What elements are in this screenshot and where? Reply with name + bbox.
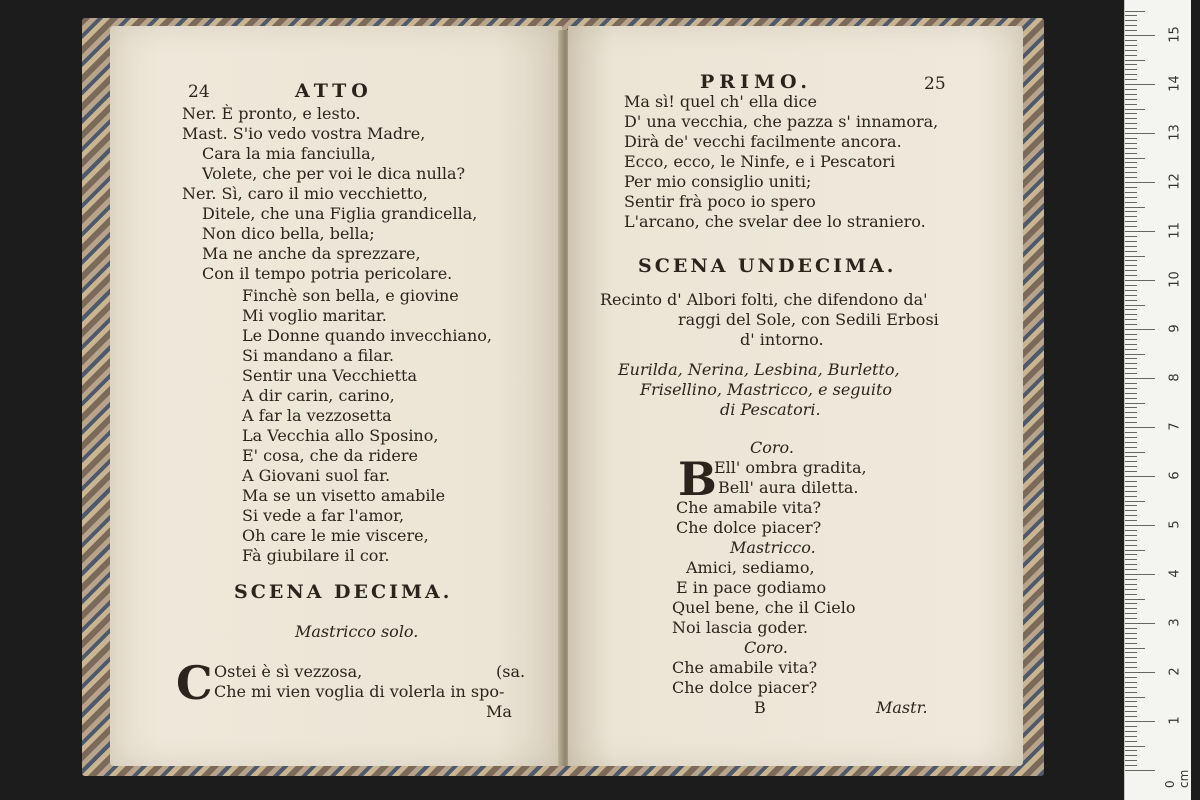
ruler-number: 5 xyxy=(1167,520,1183,529)
ruler-tick xyxy=(1125,104,1137,105)
ruler-tick xyxy=(1125,148,1137,149)
left-page xyxy=(110,26,562,766)
text-line: Sentir frà poco io spero xyxy=(624,192,816,211)
text-line: A dir carin, carino, xyxy=(242,386,395,405)
ruler-tick xyxy=(1125,354,1145,355)
ruler-tick xyxy=(1125,559,1137,560)
ruler-number: 6 xyxy=(1167,471,1183,480)
text-line: E in pace godiamo xyxy=(676,578,827,597)
ruler-tick xyxy=(1125,358,1137,359)
ruler-tick xyxy=(1125,711,1137,712)
ruler-tick xyxy=(1125,363,1137,364)
ruler-tick xyxy=(1125,599,1145,600)
ruler-tick xyxy=(1125,314,1137,315)
ruler-tick xyxy=(1125,383,1137,384)
text-line: Ma sì! quel ch' ella dice xyxy=(624,92,817,111)
text-line: Ma ne anche da sprezzare, xyxy=(202,244,421,263)
ruler-tick xyxy=(1125,295,1137,296)
ruler-tick xyxy=(1125,226,1137,227)
ruler-tick xyxy=(1125,211,1137,212)
ruler-tick xyxy=(1125,55,1137,56)
ruler-tick xyxy=(1125,569,1137,570)
left-page-number: 24 xyxy=(188,82,210,102)
text-line: Quel bene, che il Cielo xyxy=(672,598,856,617)
ruler-tick xyxy=(1125,452,1145,453)
ruler-tick xyxy=(1125,349,1137,350)
ruler-tick xyxy=(1125,84,1155,85)
ruler-tick xyxy=(1125,128,1137,129)
ruler-tick xyxy=(1125,339,1137,340)
ruler-tick xyxy=(1125,530,1137,531)
ruler-tick xyxy=(1125,15,1137,16)
text-line-turnover: (sa. xyxy=(496,662,526,681)
ruler-tick xyxy=(1125,133,1155,134)
ruler-tick xyxy=(1125,407,1137,408)
drop-cap-c: C xyxy=(176,656,213,710)
text-line: La Vecchia allo Sposino, xyxy=(242,426,439,445)
text-line: Che mi vien voglia di volerla in spo- xyxy=(214,682,505,701)
ruler-tick xyxy=(1125,638,1137,639)
ruler-number: 2 xyxy=(1167,667,1183,676)
chorus-line: Che amabile vita? xyxy=(672,658,818,677)
ruler-tick xyxy=(1125,74,1137,75)
ruler-tick xyxy=(1125,442,1137,443)
ruler-tick xyxy=(1125,447,1137,448)
ruler-tick xyxy=(1125,30,1137,31)
setting-line: Recinto d' Albori folti, che difendono da' xyxy=(600,290,928,309)
scene-persons: Mastricco solo. xyxy=(295,622,419,641)
ruler-tick xyxy=(1125,280,1155,281)
ruler-tick xyxy=(1125,305,1145,306)
ruler-tick xyxy=(1125,672,1155,673)
ruler-tick xyxy=(1125,241,1137,242)
drop-cap-b: B xyxy=(678,452,717,506)
chorus-line: Bell' aura diletta. xyxy=(718,478,859,497)
ruler-tick xyxy=(1125,275,1137,276)
ruler-tick xyxy=(1125,721,1155,722)
ruler-tick xyxy=(1125,378,1155,379)
setting-line: d' intorno. xyxy=(740,330,824,349)
ruler-tick xyxy=(1125,618,1137,619)
ruler-tick xyxy=(1125,300,1137,301)
ruler-tick xyxy=(1125,35,1155,36)
ruler-tick xyxy=(1125,682,1137,683)
text-line: Le Donne quando invecchiano, xyxy=(242,326,492,345)
ruler-tick xyxy=(1125,25,1137,26)
ruler-tick xyxy=(1125,192,1137,193)
text-line: Si mandano a filar. xyxy=(242,346,394,365)
ruler-tick xyxy=(1125,564,1137,565)
chorus-line: Ell' ombra gradita, xyxy=(714,458,867,477)
ruler-tick xyxy=(1125,746,1145,747)
ruler-tick xyxy=(1125,319,1137,320)
scene-title-decima: SCENA DECIMA. xyxy=(234,581,453,603)
ruler-tick xyxy=(1125,11,1145,12)
left-running-head: ATTO xyxy=(295,80,373,102)
text-line: Noi lascia goder. xyxy=(672,618,808,637)
ruler-tick xyxy=(1125,643,1137,644)
ruler-number: 12 xyxy=(1167,173,1183,190)
ruler-tick xyxy=(1125,525,1155,526)
ruler-tick xyxy=(1125,545,1137,546)
ruler-tick xyxy=(1125,716,1137,717)
ruler-tick xyxy=(1125,187,1137,188)
text-line: Per mio consiglio uniti; xyxy=(624,172,812,191)
ruler-tick xyxy=(1125,113,1137,114)
ruler-tick xyxy=(1125,662,1137,663)
ruler-tick xyxy=(1125,760,1137,761)
text-line: Fà giubilare il cor. xyxy=(242,546,390,565)
ruler-tick xyxy=(1125,515,1137,516)
ruler-tick xyxy=(1125,412,1137,413)
ruler-tick xyxy=(1125,579,1137,580)
ruler-tick xyxy=(1125,143,1137,144)
ruler-tick xyxy=(1125,589,1137,590)
ruler-tick xyxy=(1125,540,1137,541)
ruler-number: 3 xyxy=(1167,618,1183,627)
right-page-number: 25 xyxy=(924,74,946,94)
text-line: Mi voglio maritar. xyxy=(242,306,387,325)
text-line: Mast. S'io vedo vostra Madre, xyxy=(182,124,426,143)
text-line: E' cosa, che da ridere xyxy=(242,446,418,465)
ruler-tick xyxy=(1125,118,1137,119)
ruler-tick xyxy=(1125,584,1137,585)
ruler-tick xyxy=(1125,94,1137,95)
ruler-tick xyxy=(1125,432,1137,433)
ruler-tick xyxy=(1125,486,1137,487)
ruler-tick xyxy=(1125,285,1137,286)
ruler-tick xyxy=(1125,417,1137,418)
ruler-tick xyxy=(1125,202,1137,203)
ruler-tick xyxy=(1125,309,1137,310)
ruler-tick xyxy=(1125,99,1137,100)
ruler-tick xyxy=(1125,520,1137,521)
text-line: Dirà de' vecchi facilmente ancora. xyxy=(624,132,902,151)
ruler-tick xyxy=(1125,265,1137,266)
scene-title-undecima: SCENA UNDECIMA. xyxy=(638,255,897,277)
measuring-ruler xyxy=(1124,0,1191,800)
ruler-tick xyxy=(1125,574,1155,575)
ruler-tick xyxy=(1125,231,1155,232)
ruler-tick xyxy=(1125,652,1137,653)
chorus-line: Che amabile vita? xyxy=(676,498,822,517)
ruler-tick xyxy=(1125,109,1145,110)
ruler-tick xyxy=(1125,726,1137,727)
ruler-tick xyxy=(1125,466,1137,467)
ruler-tick xyxy=(1125,461,1137,462)
ruler-tick xyxy=(1125,50,1137,51)
text-line: Amici, sediamo, xyxy=(686,558,815,577)
ruler-tick xyxy=(1125,471,1137,472)
ruler-tick xyxy=(1125,633,1137,634)
ruler-tick xyxy=(1125,706,1137,707)
ruler-tick xyxy=(1125,755,1137,756)
ruler-tick xyxy=(1125,162,1137,163)
ruler-tick xyxy=(1125,427,1155,428)
ruler-tick xyxy=(1125,437,1137,438)
ruler-tick xyxy=(1125,770,1155,771)
ruler-tick xyxy=(1125,79,1137,80)
ruler-tick xyxy=(1125,260,1137,261)
ruler-tick xyxy=(1125,608,1137,609)
ruler-number: 9 xyxy=(1167,324,1183,333)
ruler-unit-label: 0 cm xyxy=(1163,769,1191,788)
text-line: Ner. È pronto, e lesto. xyxy=(182,104,361,123)
text-line: Ecco, ecco, le Ninfe, e i Pescatori xyxy=(624,152,896,171)
text-line: A far la vezzosetta xyxy=(242,406,392,425)
text-line: Non dico bella, bella; xyxy=(202,224,375,243)
text-line: Finchè son bella, e giovine xyxy=(242,286,459,305)
text-line: Volete, che per voi le dica nulla? xyxy=(202,164,466,183)
ruler-tick xyxy=(1125,344,1137,345)
ruler-number: 7 xyxy=(1167,422,1183,431)
speaker-mastricco: Mastricco. xyxy=(730,538,816,557)
ruler-tick xyxy=(1125,491,1137,492)
ruler-tick xyxy=(1125,20,1137,21)
text-line: Cara la mia fanciulla, xyxy=(202,144,376,163)
text-line: Ostei è sì vezzosa, xyxy=(214,662,363,681)
ruler-number: 1 xyxy=(1167,716,1183,725)
ruler-tick xyxy=(1125,648,1145,649)
ruler-tick xyxy=(1125,221,1137,222)
persons-line: Eurilda, Nerina, Lesbina, Burletto, xyxy=(618,360,900,379)
ruler-tick xyxy=(1125,69,1137,70)
signature-mark: B xyxy=(754,698,766,717)
ruler-tick xyxy=(1125,594,1137,595)
ruler-tick xyxy=(1125,677,1137,678)
ruler-tick xyxy=(1125,736,1137,737)
ruler-tick xyxy=(1125,731,1137,732)
text-line: Si vede a far l'amor, xyxy=(242,506,405,525)
ruler-tick xyxy=(1125,550,1145,551)
speaker-coro-2: Coro. xyxy=(744,638,788,657)
ruler-tick xyxy=(1125,290,1137,291)
text-line: D' una vecchia, che pazza s' innamora, xyxy=(624,112,939,131)
ruler-tick xyxy=(1125,207,1145,208)
ruler-tick xyxy=(1125,422,1137,423)
ruler-number: 15 xyxy=(1167,26,1183,43)
text-line: Oh care le mie viscere, xyxy=(242,526,429,545)
ruler-tick xyxy=(1125,476,1155,477)
ruler-tick xyxy=(1125,456,1137,457)
chorus-line: Che dolce piacer? xyxy=(676,518,822,537)
ruler-tick xyxy=(1125,334,1137,335)
ruler-tick xyxy=(1125,368,1137,369)
ruler-tick xyxy=(1125,403,1145,404)
speaker-coro: Coro. xyxy=(750,438,794,457)
ruler-tick xyxy=(1125,657,1137,658)
ruler-tick xyxy=(1125,496,1137,497)
ruler-tick xyxy=(1125,270,1137,271)
ruler-tick xyxy=(1125,398,1137,399)
ruler-number: 11 xyxy=(1167,222,1183,239)
ruler-tick xyxy=(1125,324,1137,325)
text-line: Con il tempo potria pericolare. xyxy=(202,264,453,283)
ruler-tick xyxy=(1125,505,1137,506)
ruler-tick xyxy=(1125,182,1155,183)
ruler-number: 4 xyxy=(1167,569,1183,578)
ruler-tick xyxy=(1125,501,1145,502)
ruler-tick xyxy=(1125,750,1137,751)
ruler-number: 8 xyxy=(1167,373,1183,382)
ruler-tick xyxy=(1125,687,1137,688)
ruler-tick xyxy=(1125,40,1137,41)
setting-line: raggi del Sole, con Sedili Erbosi xyxy=(678,310,939,329)
ruler-tick xyxy=(1125,89,1137,90)
ruler-tick xyxy=(1125,329,1155,330)
ruler-tick xyxy=(1125,60,1145,61)
ruler-tick xyxy=(1125,510,1137,511)
ruler-tick xyxy=(1125,172,1137,173)
ruler-tick xyxy=(1125,667,1137,668)
ruler-tick xyxy=(1125,603,1137,604)
ruler-tick xyxy=(1125,697,1145,698)
ruler-tick xyxy=(1125,246,1137,247)
ruler-tick xyxy=(1125,765,1137,766)
right-running-head: PRIMO. xyxy=(700,71,813,93)
text-line: L'arcano, che svelar dee lo straniero. xyxy=(624,212,926,231)
ruler-tick xyxy=(1125,623,1155,624)
text-line: A Giovani suol far. xyxy=(242,466,391,485)
ruler-tick xyxy=(1125,393,1137,394)
ruler-tick xyxy=(1125,197,1137,198)
ruler-tick xyxy=(1125,256,1145,257)
persons-line: Frisellino, Mastricco, e seguito xyxy=(640,380,893,399)
ruler-tick xyxy=(1125,388,1137,389)
right-page xyxy=(568,26,1023,766)
ruler-tick xyxy=(1125,251,1137,252)
ruler-tick xyxy=(1125,692,1137,693)
ruler-tick xyxy=(1125,481,1137,482)
ruler-tick xyxy=(1125,613,1137,614)
ruler-tick xyxy=(1125,236,1137,237)
ruler-tick xyxy=(1125,177,1137,178)
catchword: Mastr. xyxy=(876,698,928,717)
ruler-tick xyxy=(1125,138,1137,139)
ruler-tick xyxy=(1125,701,1137,702)
ruler-tick xyxy=(1125,628,1137,629)
ruler-tick xyxy=(1125,123,1137,124)
ruler-tick xyxy=(1125,45,1137,46)
catchword: Ma xyxy=(486,702,512,721)
ruler-number: 14 xyxy=(1167,75,1183,92)
ruler-tick xyxy=(1125,167,1137,168)
ruler-tick xyxy=(1125,158,1145,159)
text-line: Ditele, che una Figlia grandicella, xyxy=(202,204,478,223)
text-line: Ner. Sì, caro il mio vecchietto, xyxy=(182,184,428,203)
text-line: Ma se un visetto amabile xyxy=(242,486,446,505)
ruler-tick xyxy=(1125,535,1137,536)
text-line: Sentir una Vecchietta xyxy=(242,366,418,385)
ruler-number: 10 xyxy=(1167,271,1183,288)
ruler-tick xyxy=(1125,373,1137,374)
persons-line: di Pescatori. xyxy=(720,400,821,419)
ruler-tick xyxy=(1125,64,1137,65)
ruler-number: 13 xyxy=(1167,124,1183,141)
ruler-tick xyxy=(1125,741,1137,742)
ruler-tick xyxy=(1125,153,1137,154)
ruler-tick xyxy=(1125,554,1137,555)
chorus-line: Che dolce piacer? xyxy=(672,678,818,697)
ruler-tick xyxy=(1125,216,1137,217)
